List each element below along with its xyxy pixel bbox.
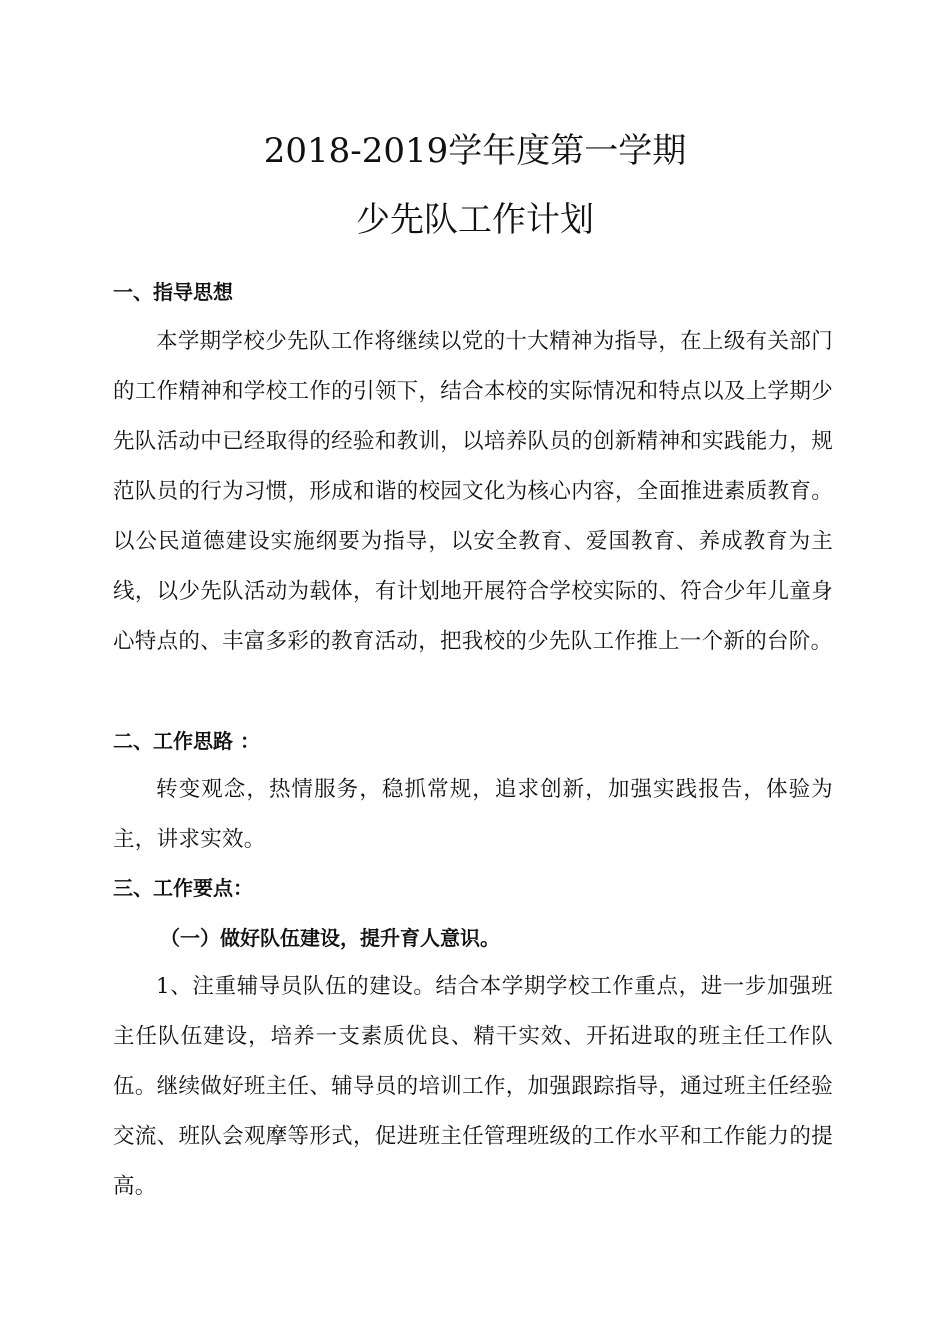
section-paragraph-team-building: 1、注重辅导员队伍的建设。结合本学期学校工作重点，进一步加强班主任队伍建设，培养一支素质优良、精干实效、开拓进取的班主任工作队伍。继续做好班主任、辅导员的培训工作，加强跟踪指导，通过班主任经验交流、班队会观摩等形式，促进班主任管理班级的工作水平和工作能力的提高。 <box>113 974 833 1199</box>
section-paragraph-guiding-ideology: 本学期学校少先队工作将继续以党的十大精神为指导，在上级有关部门的工作精神和学校工作的引领下，结合本校的实际情况和特点以及上学期少先队活动中已经取得的经验和教训，以培养队员的创新精神和实践能力，规范队员的行为习惯，形成和谐的校园文化为核心内容，全面推进素质教育。以公民道德建设实施纲要为指导，以安全教育、爱国教育、养成教育为主线，以少先队活动为载体，有计划地开展符合学校实际的、符合少年儿童身心特点的、丰富多彩的教育活动，把我校的少先队工作推上一个新的台阶。 <box>113 329 833 654</box>
section-heading-guiding-ideology: 一、指导思想 <box>113 280 233 304</box>
document-title-year: 2018-2019学年度第一学期 <box>263 131 687 171</box>
section-paragraph-work-approach: 转变观念，热情服务，稳抓常规，追求创新，加强实践报告，体验为主，讲求实效。 <box>113 777 833 852</box>
section-heading-work-approach: 二、工作思路 ： <box>113 729 260 753</box>
section-heading-work-points: 三、工作要点： <box>113 876 253 900</box>
subsection-heading-team-building: （一）做好队伍建设，提升育人意识。 <box>160 926 500 950</box>
document-title: 少先队工作计划 <box>356 200 594 240</box>
